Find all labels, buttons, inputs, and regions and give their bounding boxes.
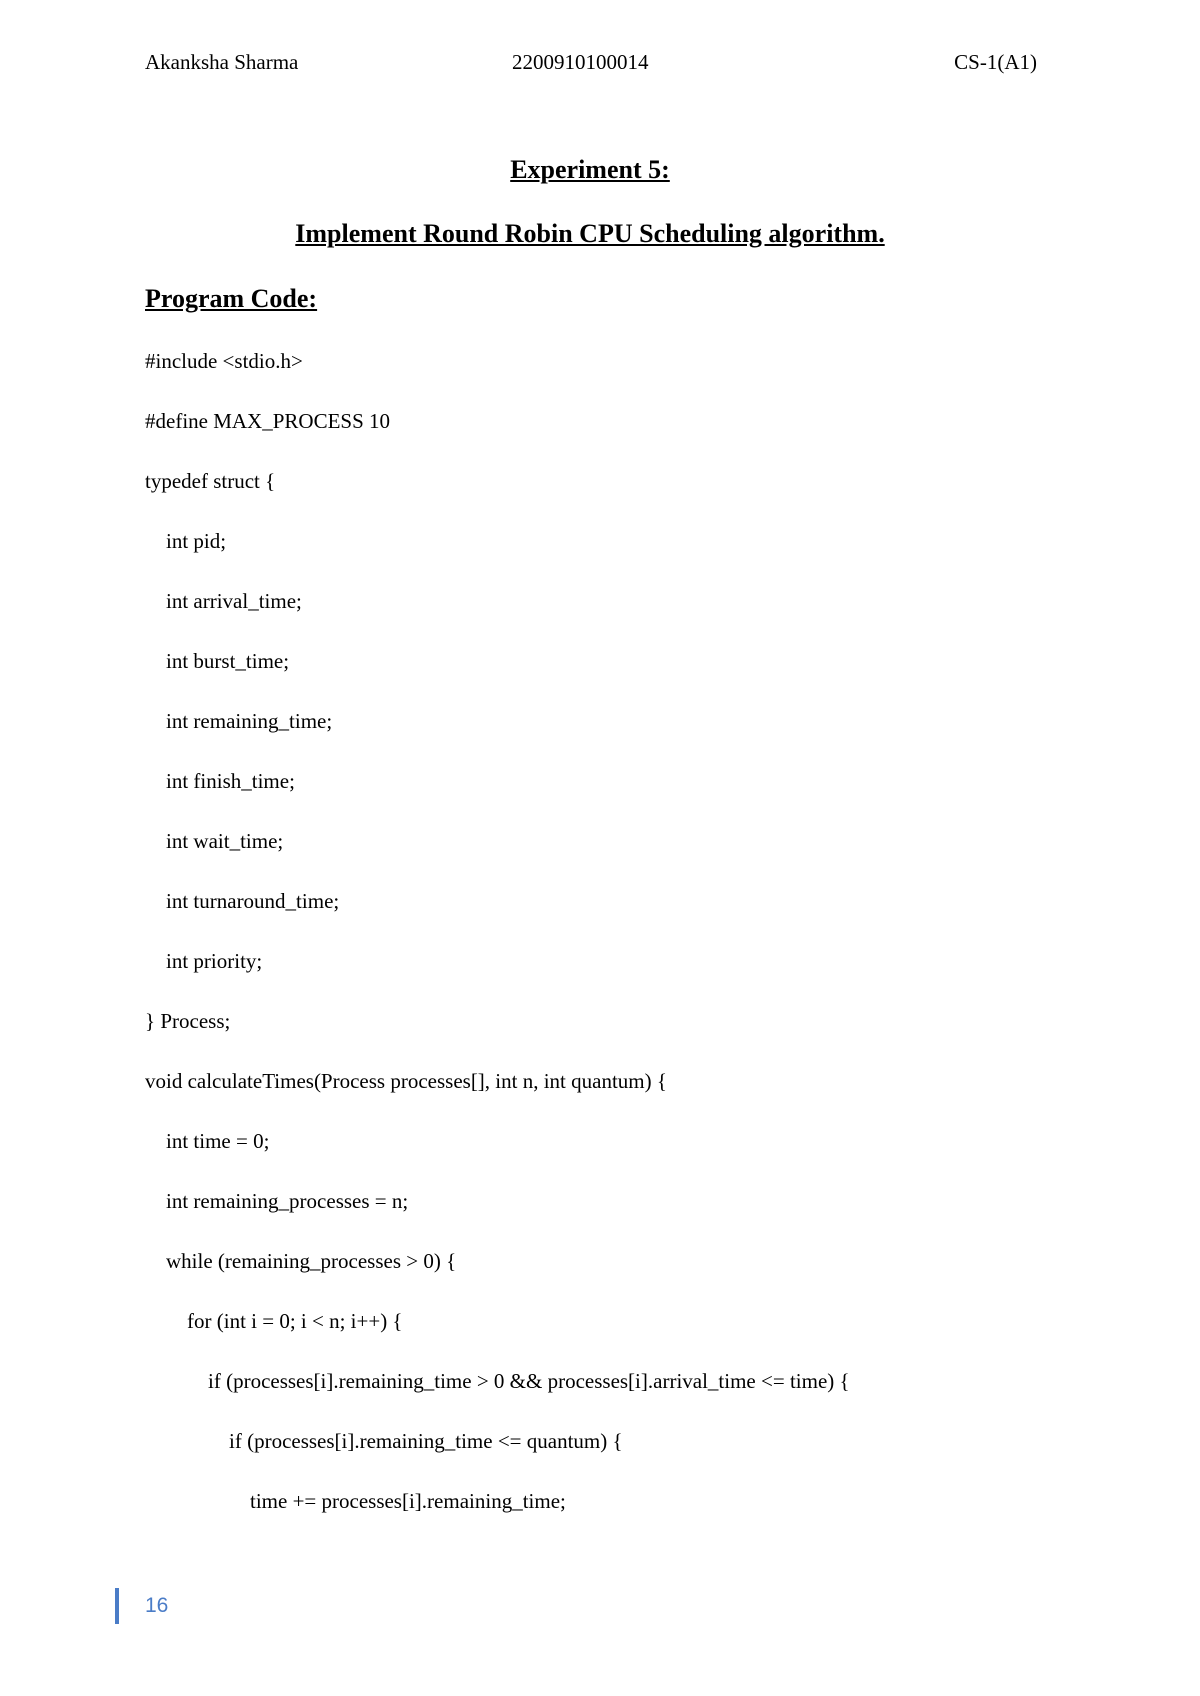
code-line: int wait_time;	[145, 829, 284, 853]
code-line: #include <stdio.h>	[145, 349, 303, 373]
experiment-title: Experiment 5:	[510, 155, 670, 184]
program-code-heading: Program Code:	[145, 284, 318, 313]
code-line: int remaining_time;	[145, 709, 333, 733]
code-line: int pid;	[145, 529, 227, 553]
code-line: if (processes[i].remaining_time > 0 && processes[i].arrival_time <= time) {	[145, 1369, 850, 1393]
code-line: int time = 0;	[145, 1129, 270, 1153]
header-author-name: Akanksha Sharma	[145, 50, 299, 74]
page-number: 16	[145, 1594, 169, 1617]
code-line: if (processes[i].remaining_time <= quantum) {	[145, 1429, 623, 1453]
code-line: for (int i = 0; i < n; i++) {	[145, 1309, 403, 1333]
code-line: int priority;	[145, 949, 263, 973]
footer-accent-bar	[115, 1588, 119, 1624]
experiment-aim: Implement Round Robin CPU Scheduling algorithm.	[295, 219, 885, 248]
code-line: time += processes[i].remaining_time;	[145, 1489, 566, 1513]
code-line: int burst_time;	[145, 649, 290, 673]
code-line: while (remaining_processes > 0) {	[145, 1249, 457, 1273]
code-line: } Process;	[145, 1009, 231, 1033]
code-line: void calculateTimes(Process processes[], int n, int quantum) {	[145, 1069, 667, 1093]
code-line: int arrival_time;	[145, 589, 302, 613]
code-block	[145, 346, 1145, 1546]
header-section: CS-1(A1)	[954, 50, 1037, 74]
code-line: #define MAX_PROCESS 10	[145, 409, 391, 433]
code-line: int remaining_processes = n;	[145, 1189, 409, 1213]
code-line: int turnaround_time;	[145, 889, 340, 913]
page-header	[145, 50, 1037, 80]
page-footer	[115, 1588, 168, 1624]
header-roll-number: 2200910100014	[512, 50, 649, 74]
code-line: int finish_time;	[145, 769, 295, 793]
code-line: typedef struct {	[145, 469, 276, 493]
